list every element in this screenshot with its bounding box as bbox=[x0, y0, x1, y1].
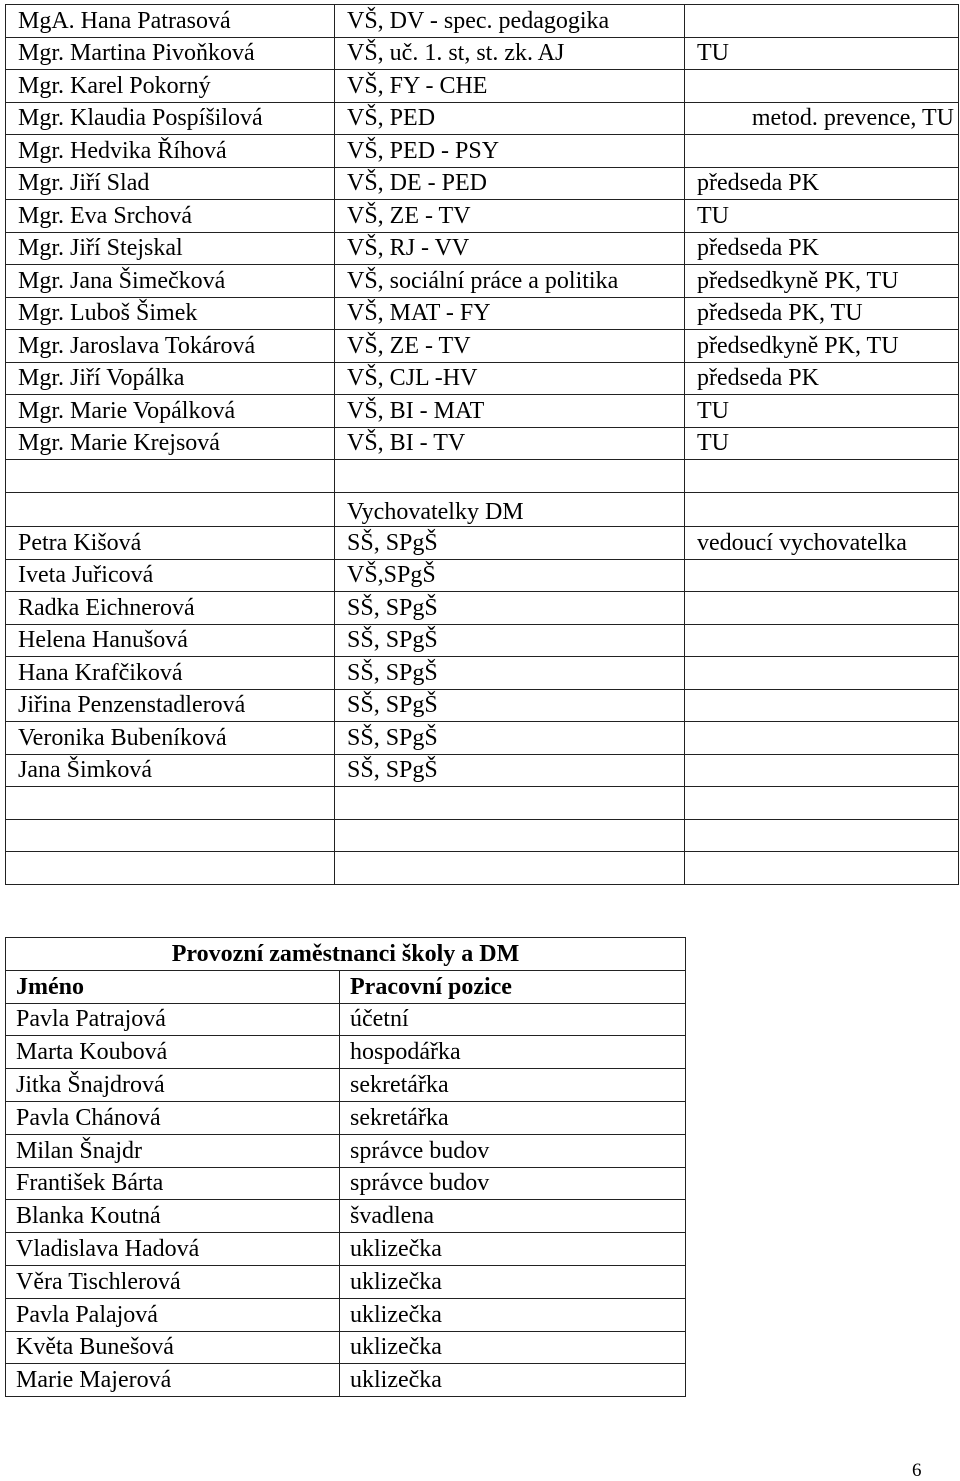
teacher-role: TU bbox=[685, 200, 959, 233]
table-row bbox=[6, 37, 959, 70]
teacher-qualification: VŠ, ZE - TV bbox=[335, 330, 685, 363]
teacher-qualification: VŠ, BI - MAT bbox=[335, 395, 685, 428]
teacher-role: předseda PK, TU bbox=[685, 297, 959, 330]
table-row bbox=[6, 167, 959, 200]
teacher-role: předseda PK bbox=[685, 232, 959, 265]
empty-cell bbox=[6, 492, 335, 527]
table-row bbox=[6, 330, 959, 363]
table-row bbox=[6, 1298, 686, 1331]
table-row bbox=[6, 1233, 686, 1266]
table-row bbox=[6, 395, 959, 428]
teacher-name: MgA. Hana Patrasová bbox=[6, 5, 335, 38]
empty-cell bbox=[685, 787, 959, 820]
table-row bbox=[6, 1069, 686, 1102]
teacher-qualification: VŠ, sociální práce a politika bbox=[335, 265, 685, 298]
educator-qualification: SŠ, SPgŠ bbox=[335, 657, 685, 690]
table-row bbox=[6, 1200, 686, 1233]
employee-position: švadlena bbox=[340, 1200, 686, 1233]
table-row bbox=[6, 5, 959, 38]
teacher-name: Mgr. Eva Srchová bbox=[6, 200, 335, 233]
empty-cell bbox=[6, 460, 335, 493]
employee-name: Vladislava Hadová bbox=[6, 1233, 340, 1266]
employee-position: uklizečka bbox=[340, 1298, 686, 1331]
empty-cell bbox=[335, 819, 685, 852]
empty-cell bbox=[685, 852, 959, 885]
teacher-role bbox=[685, 5, 959, 38]
table-row bbox=[6, 1167, 686, 1200]
teacher-role: předseda PK bbox=[685, 362, 959, 395]
column-header-name: Jméno bbox=[6, 970, 340, 1003]
teacher-qualification: VŠ, uč. 1. st, st. zk. AJ bbox=[335, 37, 685, 70]
employee-position: uklizečka bbox=[340, 1233, 686, 1266]
table-row bbox=[6, 624, 959, 657]
teacher-role: metod. prevence, TU bbox=[685, 102, 959, 135]
employee-position: uklizečka bbox=[340, 1265, 686, 1298]
employee-position: sekretářka bbox=[340, 1069, 686, 1102]
teacher-name: Mgr. Marie Krejsová bbox=[6, 427, 335, 460]
empty-row bbox=[6, 460, 959, 493]
educator-qualification: SŠ, SPgŠ bbox=[335, 592, 685, 625]
table-row bbox=[6, 1364, 686, 1397]
educator-role bbox=[685, 559, 959, 592]
table-row bbox=[6, 1036, 686, 1069]
table-row bbox=[6, 70, 959, 103]
table-row bbox=[6, 559, 959, 592]
teacher-qualification: VŠ, CJL -HV bbox=[335, 362, 685, 395]
teacher-qualification: VŠ, DV - spec. pedagogika bbox=[335, 5, 685, 38]
empty-cell bbox=[6, 852, 335, 885]
empty-row bbox=[6, 819, 959, 852]
teacher-role: předsedkyně PK, TU bbox=[685, 265, 959, 298]
table-row bbox=[6, 527, 959, 560]
teacher-role: předseda PK bbox=[685, 167, 959, 200]
employee-name: Pavla Palajová bbox=[6, 1298, 340, 1331]
employee-position: sekretářka bbox=[340, 1101, 686, 1134]
table-row bbox=[6, 1101, 686, 1134]
teacher-role: TU bbox=[685, 395, 959, 428]
column-header-position: Pracovní pozice bbox=[340, 970, 686, 1003]
empty-cell bbox=[6, 787, 335, 820]
teacher-name: Mgr. Marie Vopálková bbox=[6, 395, 335, 428]
table-row bbox=[6, 135, 959, 168]
teacher-qualification: VŠ, RJ - VV bbox=[335, 232, 685, 265]
educator-qualification: VŠ,SPgŠ bbox=[335, 559, 685, 592]
teacher-name: Mgr. Martina Pivoňková bbox=[6, 37, 335, 70]
teacher-role: TU bbox=[685, 427, 959, 460]
empty-cell bbox=[685, 460, 959, 493]
empty-cell bbox=[685, 819, 959, 852]
teacher-name: Mgr. Jiří Stejskal bbox=[6, 232, 335, 265]
teacher-qualification: VŠ, PED bbox=[335, 102, 685, 135]
employee-name: Věra Tischlerová bbox=[6, 1265, 340, 1298]
teacher-role: TU bbox=[685, 37, 959, 70]
table-row bbox=[6, 1331, 686, 1364]
educator-role bbox=[685, 624, 959, 657]
empty-cell bbox=[335, 460, 685, 493]
educator-name: Helena Hanušová bbox=[6, 624, 335, 657]
employee-name: Marta Koubová bbox=[6, 1036, 340, 1069]
table-row bbox=[6, 232, 959, 265]
section-heading-row bbox=[6, 492, 959, 527]
table-row bbox=[6, 1134, 686, 1167]
table-row bbox=[6, 297, 959, 330]
table-row bbox=[6, 722, 959, 755]
teacher-qualification: VŠ, PED - PSY bbox=[335, 135, 685, 168]
teacher-name: Mgr. Klaudia Pospíšilová bbox=[6, 102, 335, 135]
employee-position: účetní bbox=[340, 1003, 686, 1036]
page-number: 6 bbox=[912, 1460, 922, 1481]
educator-role bbox=[685, 657, 959, 690]
educator-role bbox=[685, 689, 959, 722]
educator-name: Petra Kišová bbox=[6, 527, 335, 560]
teacher-role bbox=[685, 70, 959, 103]
employee-position: hospodářka bbox=[340, 1036, 686, 1069]
table-row bbox=[6, 689, 959, 722]
employee-position: uklizečka bbox=[340, 1364, 686, 1397]
employee-name: František Bárta bbox=[6, 1167, 340, 1200]
operations-title-row bbox=[6, 938, 686, 971]
table-row bbox=[6, 754, 959, 787]
teacher-role bbox=[685, 135, 959, 168]
teacher-qualification: VŠ, ZE - TV bbox=[335, 200, 685, 233]
employee-position: správce budov bbox=[340, 1167, 686, 1200]
operations-table bbox=[5, 937, 686, 1397]
teacher-name: Mgr. Hedvika Říhová bbox=[6, 135, 335, 168]
empty-cell bbox=[6, 819, 335, 852]
educator-name: Jana Šimková bbox=[6, 754, 335, 787]
employee-name: Marie Majerová bbox=[6, 1364, 340, 1397]
employee-name: Květa Bunešová bbox=[6, 1331, 340, 1364]
educator-name: Radka Eichnerová bbox=[6, 592, 335, 625]
educator-qualification: SŠ, SPgŠ bbox=[335, 527, 685, 560]
educator-role bbox=[685, 754, 959, 787]
teacher-qualification: VŠ, FY - CHE bbox=[335, 70, 685, 103]
empty-cell bbox=[335, 787, 685, 820]
employee-name: Pavla Patrajová bbox=[6, 1003, 340, 1036]
table-row bbox=[6, 657, 959, 690]
table-row bbox=[6, 1265, 686, 1298]
table-row bbox=[6, 200, 959, 233]
table-row bbox=[6, 265, 959, 298]
educator-qualification: SŠ, SPgŠ bbox=[335, 722, 685, 755]
table-row bbox=[6, 102, 959, 135]
educator-name: Veronika Bubeníková bbox=[6, 722, 335, 755]
teacher-name: Mgr. Jaroslava Tokárová bbox=[6, 330, 335, 363]
operations-header-row bbox=[6, 970, 686, 1003]
teacher-role: předsedkyně PK, TU bbox=[685, 330, 959, 363]
empty-cell bbox=[685, 492, 959, 527]
teacher-qualification: VŠ, MAT - FY bbox=[335, 297, 685, 330]
staff-table bbox=[5, 4, 959, 885]
educator-qualification: SŠ, SPgŠ bbox=[335, 689, 685, 722]
teacher-name: Mgr. Jana Šimečková bbox=[6, 265, 335, 298]
teacher-name: Mgr. Karel Pokorný bbox=[6, 70, 335, 103]
employee-name: Pavla Chánová bbox=[6, 1101, 340, 1134]
employee-name: Blanka Koutná bbox=[6, 1200, 340, 1233]
table-row bbox=[6, 427, 959, 460]
empty-row bbox=[6, 852, 959, 885]
employee-position: správce budov bbox=[340, 1134, 686, 1167]
employee-position: uklizečka bbox=[340, 1331, 686, 1364]
employee-name: Milan Šnajdr bbox=[6, 1134, 340, 1167]
teacher-name: Mgr. Luboš Šimek bbox=[6, 297, 335, 330]
employee-name: Jitka Šnajdrová bbox=[6, 1069, 340, 1102]
table-row bbox=[6, 1003, 686, 1036]
dm-section-heading: Vychovatelky DM bbox=[335, 492, 685, 527]
teacher-name: Mgr. Jiří Vopálka bbox=[6, 362, 335, 395]
educator-qualification: SŠ, SPgŠ bbox=[335, 624, 685, 657]
operations-title: Provozní zaměstnanci školy a DM bbox=[6, 938, 686, 971]
educator-qualification: SŠ, SPgŠ bbox=[335, 754, 685, 787]
educator-role bbox=[685, 592, 959, 625]
empty-cell bbox=[335, 852, 685, 885]
educator-name: Iveta Juřicová bbox=[6, 559, 335, 592]
table-row bbox=[6, 362, 959, 395]
empty-row bbox=[6, 787, 959, 820]
teacher-qualification: VŠ, BI - TV bbox=[335, 427, 685, 460]
table-row bbox=[6, 592, 959, 625]
teacher-qualification: VŠ, DE - PED bbox=[335, 167, 685, 200]
educator-role: vedoucí vychovatelka bbox=[685, 527, 959, 560]
educator-name: Jiřina Penzenstadlerová bbox=[6, 689, 335, 722]
educator-name: Hana Krafčiková bbox=[6, 657, 335, 690]
teacher-name: Mgr. Jiří Slad bbox=[6, 167, 335, 200]
educator-role bbox=[685, 722, 959, 755]
